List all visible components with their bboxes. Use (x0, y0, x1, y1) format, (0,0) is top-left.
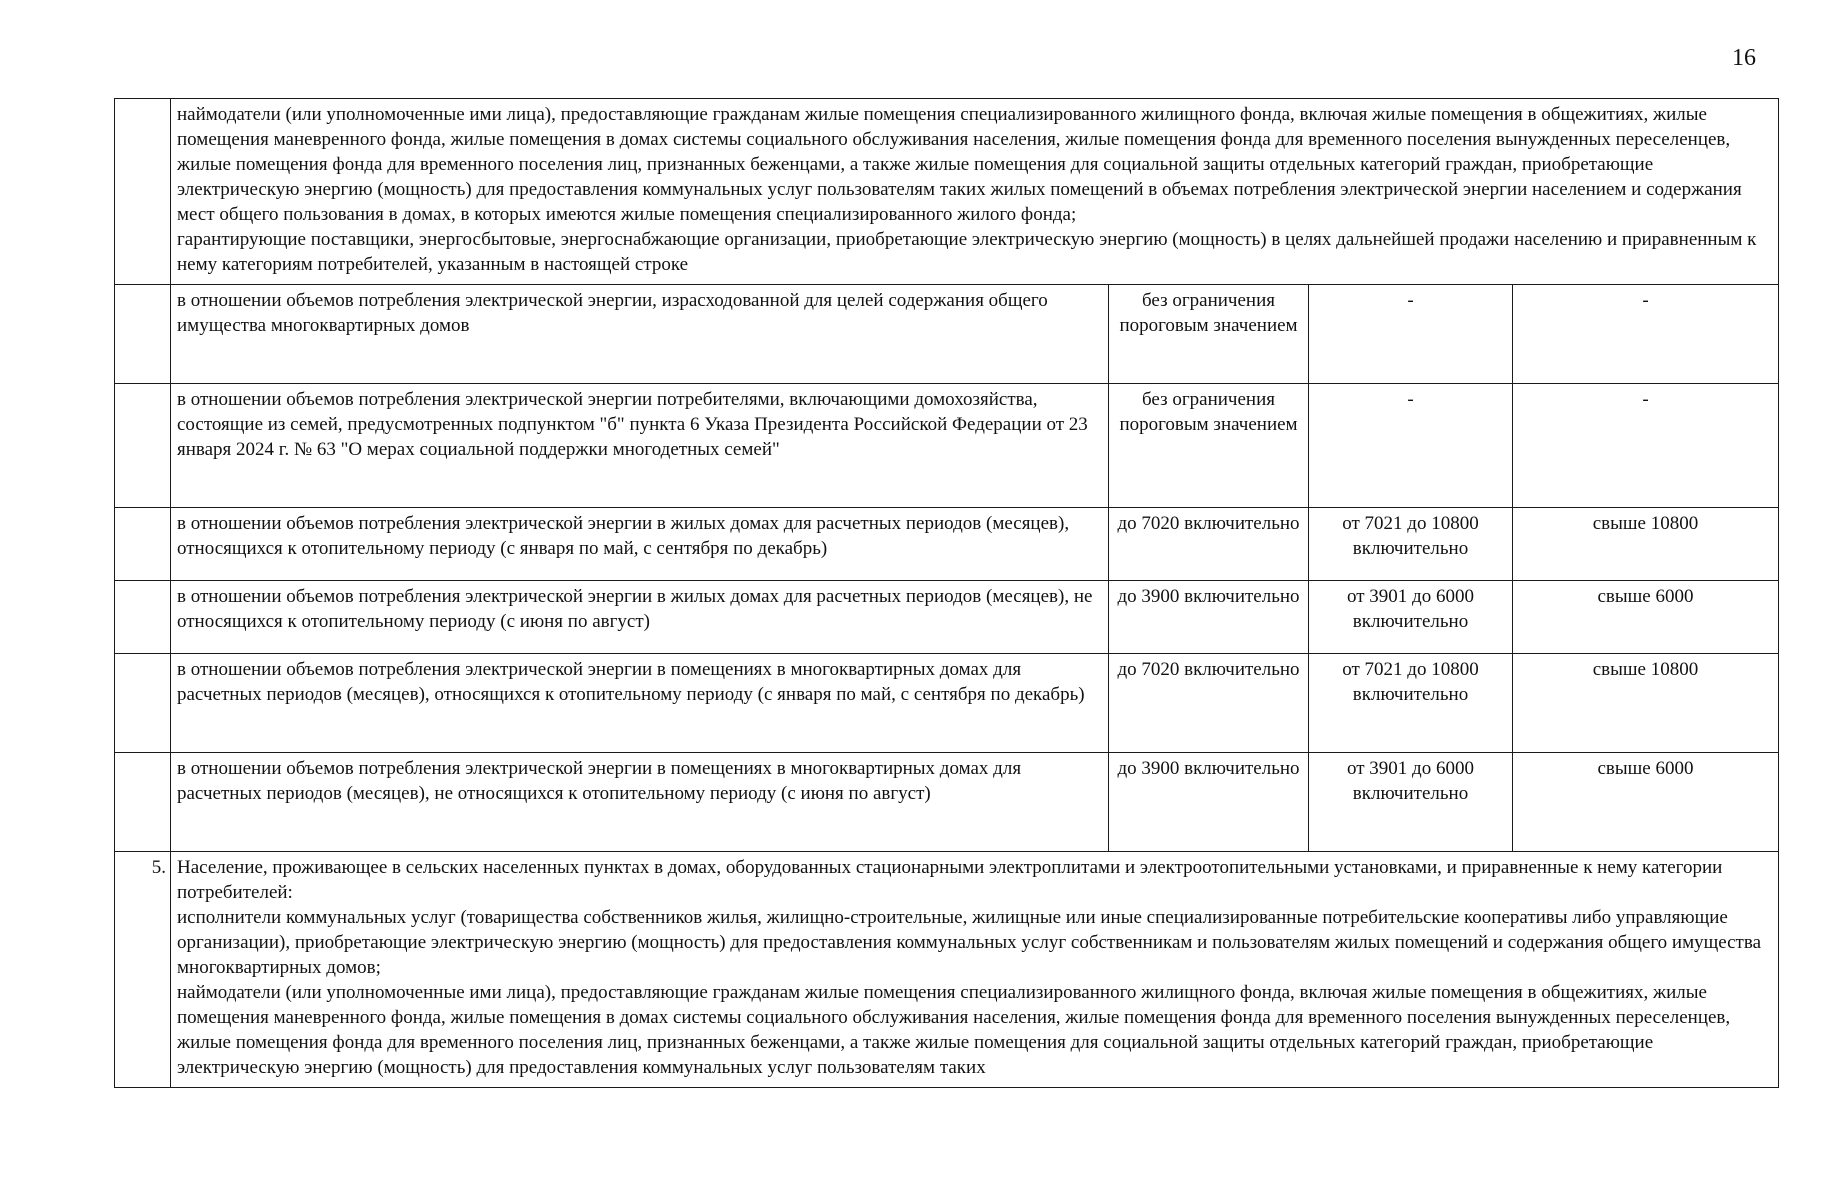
threshold-cell-3: - (1513, 285, 1779, 384)
section-number-cell (115, 753, 171, 852)
section-number-cell: 5. (115, 852, 171, 1088)
threshold-cell-3: свыше 6000 (1513, 753, 1779, 852)
table-row (115, 285, 1779, 384)
section-number-cell (115, 654, 171, 753)
section-number-cell (115, 384, 171, 508)
threshold-cell-1: до 7020 включительно (1109, 508, 1309, 581)
description-cell: в отношении объемов потребления электрической энергии в жилых домах для расчетных периодов (месяцев), не относящихся к отопительному периоду (с июня по август) (171, 581, 1109, 654)
threshold-cell-1: до 7020 включительно (1109, 654, 1309, 753)
tariff-table (114, 98, 1779, 1088)
section-number-cell (115, 581, 171, 654)
section-paragraph: Население, проживающее в сельских населенных пунктах в домах, оборудованных стационарными электроплитами и электроотопительными установками, и приравненные к нему категории потребителей: (177, 857, 1723, 903)
section-text-cell (171, 852, 1779, 1088)
description-cell: в отношении объемов потребления электрической энергии, израсходованной для целей содержания общего имущества многоквартирных домов (171, 285, 1109, 384)
threshold-cell-2: от 7021 до 10800 включительно (1309, 654, 1513, 753)
section-number-cell (115, 508, 171, 581)
description-cell: в отношении объемов потребления электрической энергии потребителями, включающими домохозяйства, состоящие из семей, предусмотренных подпунктом "б" пункта 6 Указа Президента Российской Федерации от 23 января 2024 г. № 63 "О мерах социальной поддержки многодетных семей" (171, 384, 1109, 508)
threshold-cell-2: от 3901 до 6000 включительно (1309, 753, 1513, 852)
threshold-cell-1: до 3900 включительно (1109, 753, 1309, 852)
threshold-cell-1: без ограничения пороговым значением (1109, 285, 1309, 384)
threshold-cell-3: свыше 10800 (1513, 654, 1779, 753)
section-number-cell (115, 99, 171, 285)
section-5-row (115, 852, 1779, 1088)
threshold-cell-3: - (1513, 384, 1779, 508)
table-row (115, 753, 1779, 852)
section-paragraph: гарантирующие поставщики, энергосбытовые, энергоснабжающие организации, приобретающие электрическую энергию (мощность) в целях дальнейшей продажи населению и приравненным к нему категориям потребителей, указанным в настоящей строке (177, 229, 1757, 275)
section-4-continuation-row (115, 99, 1779, 285)
threshold-cell-3: свыше 6000 (1513, 581, 1779, 654)
table-row (115, 654, 1779, 753)
threshold-cell-2: от 7021 до 10800 включительно (1309, 508, 1513, 581)
section-paragraph: исполнители коммунальных услуг (товарищества собственников жилья, жилищно-строительные, жилищные или иные специализированные потребительские кооперативы либо управляющие организации), приобретающие электрическую энергию (мощность) для предоставления коммунальных услуг собственникам и пользователям жилых помещений и содержания общего имущества многоквартирных домов; (177, 907, 1762, 978)
table-row (115, 508, 1779, 581)
threshold-cell-2: - (1309, 384, 1513, 508)
threshold-cell-3: свыше 10800 (1513, 508, 1779, 581)
page-number: 16 (1732, 45, 1756, 71)
description-cell: в отношении объемов потребления электрической энергии в помещениях в многоквартирных домах для расчетных периодов (месяцев), не относящихся к отопительному периоду (с июня по август) (171, 753, 1109, 852)
section-text-cell (171, 99, 1779, 285)
description-cell: в отношении объемов потребления электрической энергии в жилых домах для расчетных периодов (месяцев), относящихся к отопительному периоду (с января по май, с сентября по декабрь) (171, 508, 1109, 581)
section-paragraph: наймодатели (или уполномоченные ими лица), предоставляющие гражданам жилые помещения специализированного жилищного фонда, включая жилые помещения в общежитиях, жилые помещения маневренного фонда, жилые помещения в домах системы социального обслуживания населения, жилые помещения фонда для временного поселения вынужденных переселенцев, жилые помещения фонда для временного поселения лиц, признанных беженцами, а также жилые помещения для социальной защиты отдельных категорий граждан, приобретающие электрическую энергию (мощность) для предоставления коммунальных услуг пользователям таких жилых помещений в объемах потребления электрической энергии населением и содержания мест общего пользования в домах, в которых имеются жилые помещения специализированного жилого фонда; (177, 104, 1742, 225)
description-cell: в отношении объемов потребления электрической энергии в помещениях в многоквартирных домах для расчетных периодов (месяцев), относящихся к отопительному периоду (с января по май, с сентября по декабрь) (171, 654, 1109, 753)
section-number-cell (115, 285, 171, 384)
threshold-cell-2: - (1309, 285, 1513, 384)
section-paragraph: наймодатели (или уполномоченные ими лица), предоставляющие гражданам жилые помещения специализированного жилищного фонда, включая жилые помещения в общежитиях, жилые помещения маневренного фонда, жилые помещения в домах системы социального обслуживания населения, жилые помещения фонда для временного поселения вынужденных переселенцев, жилые помещения фонда для временного поселения лиц, признанных беженцами, а также жилые помещения для социальной защиты отдельных категорий граждан, приобретающие электрическую энергию (мощность) для предоставления коммунальных услуг пользователям таких (177, 982, 1731, 1078)
threshold-cell-2: от 3901 до 6000 включительно (1309, 581, 1513, 654)
threshold-cell-1: без ограничения пороговым значением (1109, 384, 1309, 508)
table-row (115, 384, 1779, 508)
threshold-cell-1: до 3900 включительно (1109, 581, 1309, 654)
table-row (115, 581, 1779, 654)
